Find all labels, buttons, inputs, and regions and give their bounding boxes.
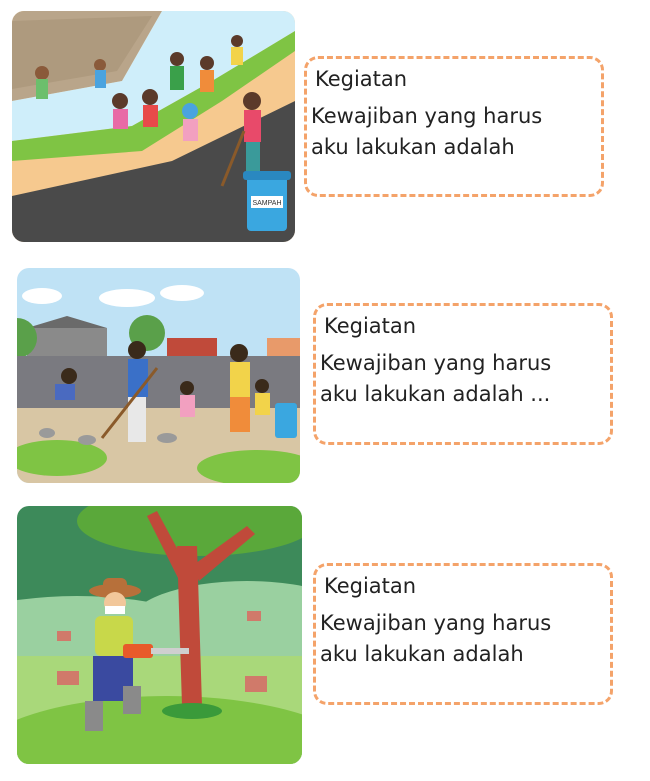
- activity-card-3: [313, 563, 613, 705]
- chainsaw-icon: [123, 644, 153, 658]
- river-cleanup-scene: [12, 11, 295, 242]
- activity-duty-text[interactable]: Kewajiban yang harus aku lakukan adalah ...: [320, 351, 552, 406]
- trash-bin-icon: [243, 171, 291, 231]
- trash-bin-icon: [275, 403, 297, 438]
- illustration-river-cleanup: [12, 11, 295, 242]
- svg-text:SAMPAH: SAMPAH: [252, 200, 282, 207]
- tree-cutting-scene: [17, 506, 302, 764]
- yard-cleanup-scene: [17, 268, 300, 483]
- activity-heading: Kegiatan: [324, 574, 417, 598]
- activity-duty-text[interactable]: Kewajiban yang harus aku lakukan adalah: [311, 104, 543, 159]
- illustration-tree-cutting: [17, 506, 302, 764]
- activity-card-1: [304, 56, 604, 197]
- activity-duty-text[interactable]: Kewajiban yang harus aku lakukan adalah: [320, 611, 552, 666]
- illustration-yard-cleanup: [17, 268, 300, 483]
- activity-heading: Kegiatan: [324, 314, 417, 338]
- activity-heading: Kegiatan: [315, 67, 408, 91]
- activity-card-2: [313, 303, 613, 445]
